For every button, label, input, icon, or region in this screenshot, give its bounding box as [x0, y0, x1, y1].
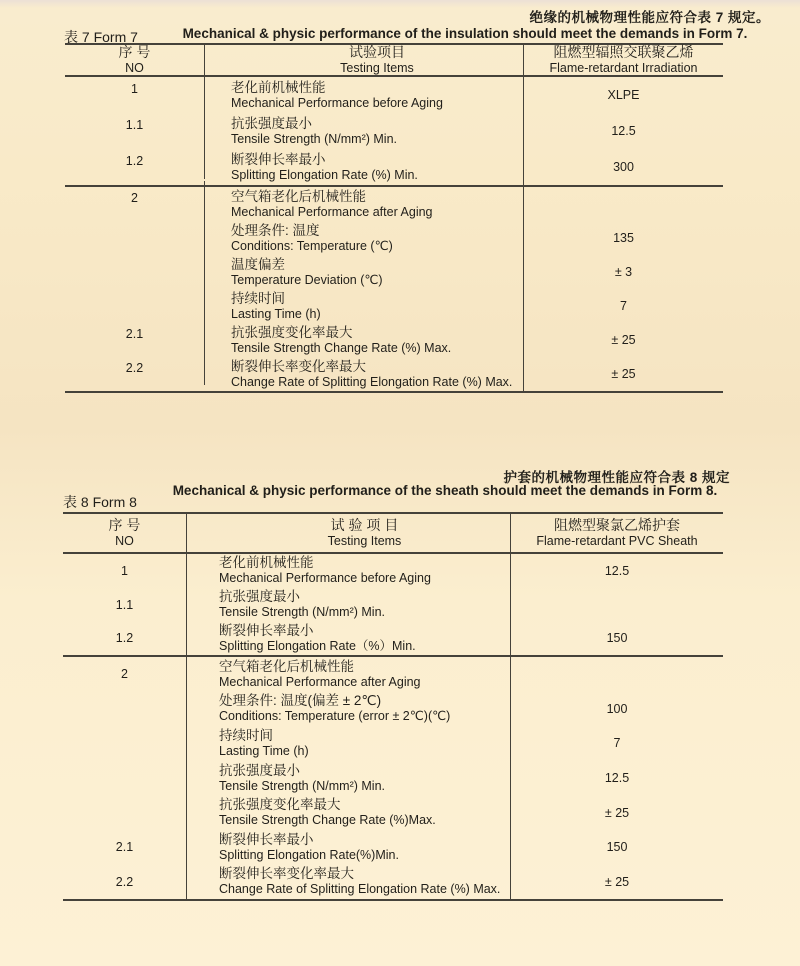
- testing-item-en: Change Rate of Splitting Elongation Rate (%) Max.: [231, 374, 513, 389]
- testing-item-cn: 断裂伸长率最小: [219, 831, 314, 847]
- table-row: [63, 588, 723, 622]
- testing-item-en: Splitting Elongation Rate（%）Min.: [219, 638, 416, 653]
- header-no-en: NO: [115, 534, 134, 548]
- testing-item: [187, 726, 510, 761]
- testing-item: [205, 255, 523, 289]
- testing-item: [187, 621, 510, 655]
- table-row: [65, 149, 723, 185]
- form8-section-2: [63, 655, 723, 899]
- testing-item: [205, 187, 523, 221]
- requirement-value: ± 25: [510, 795, 723, 830]
- header-no-cn: 序 号: [118, 44, 151, 60]
- testing-item-cn: 处理条件: 温度(偏差 ± 2℃): [219, 693, 382, 709]
- header-material-en: Flame-retardant PVC Sheath: [536, 534, 698, 548]
- testing-item-en: Tensile Strength Change Rate (%)Max.: [219, 813, 436, 828]
- requirement-value: 300: [523, 149, 723, 185]
- testing-item-cn: 空气箱老化后机械性能: [231, 188, 366, 204]
- testing-item-en: Tensile Strength (N/mm²) Min.: [219, 605, 386, 619]
- testing-item: [187, 864, 510, 899]
- row-number: 1.1: [65, 107, 205, 143]
- testing-item-en: Tensile Strength Change Rate (%) Max.: [231, 340, 452, 355]
- testing-item-cn: 抗张强度最小: [219, 589, 300, 604]
- testing-item-en: Mechanical Performance after Aging: [231, 204, 433, 219]
- testing-item-cn: 老化前机械性能: [219, 555, 314, 571]
- form7-title: Mechanical & physic performance of the insulation should meet the demands in Form 7.: [182, 26, 748, 41]
- requirement-value: ± 3: [523, 255, 723, 289]
- header-no-cn: 序 号: [108, 517, 141, 533]
- requirement-value: [510, 588, 723, 622]
- testing-item: [187, 795, 510, 830]
- row-number: 2.2: [65, 351, 205, 385]
- requirement-value: ± 25: [510, 864, 723, 899]
- table-row: [63, 864, 723, 899]
- testing-item-cn: 温度偏差: [231, 256, 285, 272]
- testing-item-cn: 断裂伸长率最小: [219, 622, 314, 638]
- row-number: 2: [63, 657, 187, 692]
- table-row: [63, 692, 723, 727]
- testing-item-cn: 抗张强度变化率最大: [219, 797, 341, 813]
- requirement-value: 12.5: [523, 113, 723, 149]
- form8-title: Mechanical & physic performance of the sheath should meet the demands in Form 8.: [172, 483, 718, 498]
- form7-section-1: [65, 77, 723, 185]
- testing-item-en: Tensile Strength (N/mm²) Min.: [231, 131, 398, 146]
- testing-item-cn: 断裂伸长率变化率最大: [231, 358, 366, 374]
- testing-item-en: Splitting Elongation Rate(%)Min.: [219, 847, 399, 862]
- testing-item-cn: 持续时间: [219, 727, 273, 743]
- testing-item: [205, 289, 523, 323]
- requirement-value: 150: [510, 621, 723, 655]
- row-number: 1.2: [63, 621, 187, 655]
- requirement-value: 150: [510, 830, 723, 865]
- header-no-en: NO: [125, 61, 144, 75]
- row-number: 2: [65, 181, 205, 215]
- header-cell-material: [510, 514, 723, 552]
- testing-item: [187, 588, 510, 622]
- header-cell-material: [523, 45, 723, 75]
- testing-item-en: Mechanical Performance before Aging: [231, 95, 443, 110]
- testing-item-en: Mechanical Performance before Aging: [219, 571, 431, 586]
- table-row: [63, 726, 723, 761]
- header-material-cn: 阻燃型辐照交联聚乙烯: [553, 44, 694, 60]
- header-items-cn: 试验项目: [349, 44, 405, 60]
- testing-item-cn: 抗张强度最小: [231, 115, 312, 131]
- testing-item-en: Tensile Strength (N/mm²) Min.: [219, 778, 386, 793]
- testing-item: [205, 323, 523, 357]
- requirement-value: 12.5: [510, 554, 723, 588]
- testing-item: [187, 761, 510, 796]
- row-number: [63, 726, 187, 761]
- form8-table: [63, 512, 723, 901]
- testing-item: [205, 149, 523, 185]
- testing-item-en: Temperature Deviation (℃): [231, 272, 383, 287]
- table-row: [63, 621, 723, 655]
- testing-item: [205, 357, 523, 391]
- form7-table: [65, 43, 723, 393]
- row-number: 1: [65, 71, 205, 107]
- header-items-cn: 试 验 项 目: [330, 517, 399, 533]
- form8-note: 护套的机械物理性能应符合表 8 规定: [503, 470, 730, 485]
- requirement-value: 7: [523, 289, 723, 323]
- testing-item-cn: 抗张强度最小: [219, 762, 300, 778]
- row-number: [65, 249, 205, 283]
- form8-section-1: [63, 554, 723, 655]
- requirement-value: 7: [510, 726, 723, 761]
- row-number: [63, 692, 187, 727]
- testing-item-cn: 抗张强度变化率最大: [231, 324, 353, 340]
- requirement-value: 135: [523, 221, 723, 255]
- testing-item: [187, 830, 510, 865]
- form7-label: 表 7 Form 7: [64, 29, 138, 45]
- row-number: 1.1: [63, 588, 187, 622]
- row-number: 2.2: [63, 864, 187, 899]
- header-cell-items: [187, 514, 510, 552]
- row-number: [63, 795, 187, 830]
- form8-table-header: [63, 514, 723, 554]
- testing-item-cn: 断裂伸长率变化率最大: [219, 866, 354, 882]
- testing-item: [187, 692, 510, 727]
- requirement-value: ± 25: [523, 357, 723, 391]
- testing-item-en: Lasting Time (h): [219, 743, 309, 758]
- header-material-en: Flame-retardant Irradiation: [549, 61, 698, 75]
- testing-item-cn: 断裂伸长率最小: [231, 151, 326, 167]
- row-number: 2.1: [63, 830, 187, 865]
- testing-item: [205, 113, 523, 149]
- testing-item-cn: 持续时间: [231, 290, 285, 306]
- form8-label: 表 8 Form 8: [63, 494, 137, 510]
- testing-item: [187, 657, 510, 692]
- testing-item: [205, 221, 523, 255]
- testing-item-en: Conditions: Temperature (error ± 2℃)(℃): [219, 709, 451, 724]
- testing-item: [205, 77, 523, 113]
- row-number: 1.2: [65, 143, 205, 179]
- header-material-cn: 阻燃型聚氯乙烯护套: [554, 517, 680, 533]
- row-number: 1: [63, 554, 187, 588]
- testing-item-cn: 处理条件: 温度: [231, 222, 320, 238]
- table-row: [63, 761, 723, 796]
- testing-item-en: Mechanical Performance after Aging: [219, 674, 421, 689]
- row-number: 2.1: [65, 317, 205, 351]
- testing-item-en: Conditions: Temperature (℃): [231, 238, 393, 253]
- requirement-value: [523, 187, 723, 221]
- testing-item: [187, 554, 510, 588]
- header-cell-items: [205, 45, 523, 75]
- testing-item-cn: 老化前机械性能: [231, 79, 326, 95]
- testing-item-en: Splitting Elongation Rate (%) Min.: [231, 167, 418, 182]
- requirement-value: ± 25: [523, 323, 723, 357]
- form7-note: 绝缘的机械物理性能应符合表 7 规定。: [529, 10, 770, 25]
- header-cell-no: [63, 514, 187, 552]
- requirement-value: XLPE: [523, 77, 723, 113]
- table-row: [63, 830, 723, 865]
- testing-item-en: Change Rate of Splitting Elongation Rate (%) Max.: [219, 882, 501, 897]
- row-number: [63, 761, 187, 796]
- table-row: [63, 795, 723, 830]
- header-items-en: Testing Items: [340, 61, 414, 75]
- form7-section-2: [65, 185, 723, 391]
- header-items-en: Testing Items: [327, 534, 402, 548]
- table-row: [63, 657, 723, 692]
- requirement-value: [510, 657, 723, 692]
- row-number: [65, 215, 205, 249]
- table-row: [63, 554, 723, 588]
- row-number: [65, 283, 205, 317]
- table-row: [65, 357, 723, 391]
- requirement-value: 12.5: [510, 761, 723, 796]
- testing-item-cn: 空气箱老化后机械性能: [219, 658, 354, 674]
- requirement-value: 100: [510, 692, 723, 727]
- testing-item-en: Lasting Time (h): [231, 306, 321, 321]
